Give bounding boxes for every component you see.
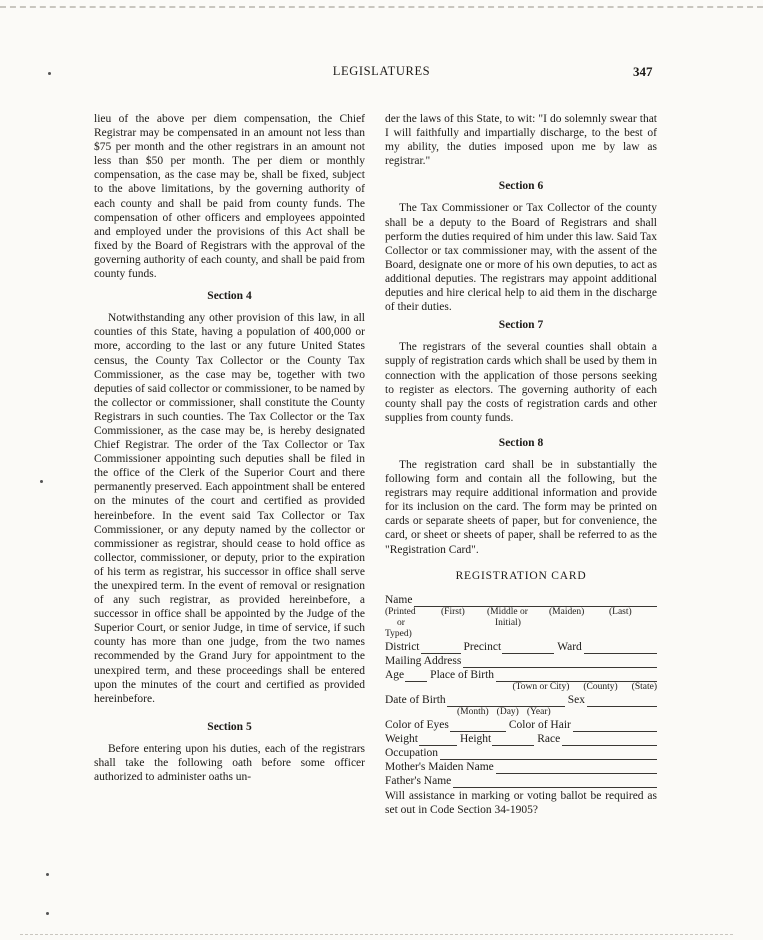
- field-line: [414, 596, 657, 607]
- field-line: [447, 696, 565, 707]
- form-row-occupation: [385, 746, 657, 760]
- field-line: [562, 735, 657, 746]
- form-sublabels: [385, 607, 657, 618]
- paragraph: lieu of the above per diem compensation, the Chief Registrar may be compensated in an amount not less than $75 per month and the other registrars in an amount not less than $50 per month. The per diem or monthly compensation, as the case may be, shall be fixed, subject to the above limitations, by the governing authority of each county and shall be paid from county funds. The compensation of other officers and employees appointed and employed under the provisions of this Act shall be fixed by the Board of Registrars with the approval of the governing authority of each county, and shall be paid from county funds.: [94, 113, 365, 281]
- form-row-mailing: [385, 654, 657, 668]
- section-heading: Section 8: [498, 436, 544, 449]
- running-head: LEGISLATURES: [332, 64, 431, 78]
- field-line: [450, 721, 506, 732]
- field-sublabel: Initial): [495, 617, 521, 628]
- field-line: [419, 735, 457, 746]
- scan-speck: [46, 912, 49, 915]
- form-sublabels: [385, 707, 657, 718]
- field-label: Place of Birth: [430, 668, 495, 681]
- form-row-father: [385, 774, 657, 788]
- form-sublabels: [385, 618, 657, 629]
- field-line: [584, 643, 657, 654]
- field-label: Precinct: [463, 640, 502, 653]
- registration-card-form: [385, 593, 657, 817]
- field-label: Name: [385, 593, 413, 606]
- form-row-district: [385, 640, 657, 654]
- field-label: Weight: [385, 732, 418, 745]
- bottom-scan-edge: [20, 934, 733, 935]
- field-sublabel: (Year): [526, 706, 551, 717]
- section-heading: Section 5: [207, 720, 252, 733]
- field-line: [573, 721, 657, 732]
- form-row-dob: [385, 693, 657, 707]
- field-line: [405, 671, 427, 682]
- form-row-mother: [385, 760, 657, 774]
- paragraph: The registration card shall be in substantially the following form and contain all the following, but the registrars may require additional information and provide for its inclusion on the card. The form may be printed on cards or separate sheets of paper, but for convenience, the card, or sheet or sheets of paper, shall be referred to as the "Registration Card".: [385, 458, 657, 556]
- field-line: [463, 657, 657, 668]
- registration-card-title: REGISTRATION CARD: [455, 569, 587, 582]
- scan-speck: [46, 873, 49, 876]
- left-column: [94, 112, 365, 784]
- field-label: Sex: [567, 693, 585, 706]
- field-sublabel: (Last): [609, 606, 632, 617]
- field-label: Age: [385, 668, 405, 681]
- field-sublabel: or: [397, 617, 405, 628]
- field-sublabel: (County): [583, 681, 618, 692]
- field-sublabel: (State): [631, 681, 657, 692]
- scan-speck: [40, 480, 43, 483]
- page-number: 347: [633, 64, 653, 79]
- field-line: [453, 777, 657, 788]
- field-line: [492, 735, 534, 746]
- field-label: Mother's Maiden Name: [385, 760, 494, 773]
- field-line: [440, 749, 657, 760]
- field-sublabel: Typed): [385, 628, 412, 639]
- field-sublabel: (Printed: [385, 606, 416, 617]
- section-heading: Section 7: [498, 319, 544, 332]
- paragraph: der the laws of this State, to wit: "I do solemnly swear that I will faithfully and impartially discharge, to the best of my ability, the duties imposed upon me by law as registrar.": [385, 113, 657, 168]
- field-label: Occupation: [385, 746, 439, 759]
- paragraph: Notwithstanding any other provision of this law, in all counties of this State, having a population of 400,000 or more, according to the last or any future United States census, the County Tax Collector or the County Tax Commissioner, as the case may be, together with two deputies of said collector or commissioner, to be named by the collector or commissioner, shall constitute the County Registrars in such counties. The Tax Collector or the Tax Commissioner, as the case may be, is hereby designated Chief Registrar. The order of the Tax Collector or Tax Commissioner appointing such deputies shall be filed in the office of the Clerk of the Superior Court and there permanently preserved. Each appointment shall be entered on the minutes of the court and certified as provided hereinbefore. In the event said Tax Collector or Tax Commissioner, or any deputy named by the collector or commissioner as registrar, should cease to hold office as collector, commissioner, or deputy, prior to the expiration of his term as registrar, his successor in office shall serve the unexpired term. In the event of removal or resignation of any such registrar, as provided hereinbefore, a successor in office shall be appointed by the Judge of the Superior Court, or senior Judge, in time of service, if such county has more than one judge, from the two names recommended by the Grand Jury for appointment to the unexpired term, and these proceedings shall be entered upon the minutes of the court and certified as provided hereinbefore.: [94, 312, 365, 705]
- field-label: District: [385, 640, 420, 653]
- section-heading: Section 6: [498, 180, 544, 193]
- field-line: [587, 696, 657, 707]
- form-row-weight: [385, 732, 657, 746]
- field-sublabel: (Middle or: [487, 606, 528, 617]
- form-sublabels: [385, 629, 657, 640]
- paragraph: Before entering upon his duties, each of the registrars shall take the following oath before some officer authorized to administer oaths un-: [94, 742, 365, 784]
- field-line: [502, 643, 554, 654]
- field-sublabel: (Town or City): [512, 681, 570, 692]
- field-sublabel: (First): [441, 606, 465, 617]
- field-line: [496, 763, 657, 774]
- form-row-age: [385, 668, 657, 682]
- section-heading: Section 4: [207, 290, 252, 303]
- paragraph: The registrars of the several counties shall obtain a supply of registration cards which shall be used by them in connection with the application of those persons seeking to register as electors. The governing authority of each county shall pay the costs of registration cards and other supplies from county funds.: [385, 341, 657, 424]
- field-label: Color of Hair: [508, 718, 571, 731]
- top-scan-edge: [0, 6, 763, 8]
- field-label: Date of Birth: [385, 693, 446, 706]
- field-label: Mailing Address: [385, 654, 462, 667]
- field-sublabel: (Maiden): [549, 606, 585, 617]
- field-label: Color of Eyes: [385, 718, 449, 731]
- page-header: [0, 64, 763, 82]
- field-line: [496, 671, 657, 682]
- field-sublabel: (Day): [496, 706, 519, 717]
- right-column: [385, 112, 657, 817]
- form-row-eyes: [385, 718, 657, 732]
- field-label: Ward: [557, 640, 582, 653]
- form-question-assistance: Will assistance in marking or voting ballot be required as set out in Code Section 34-1905?: [385, 789, 657, 816]
- field-label: Race: [537, 732, 561, 745]
- form-row-name: [385, 593, 657, 607]
- field-line: [421, 643, 461, 654]
- field-label: Height: [459, 732, 492, 745]
- form-sublabels: [385, 682, 657, 693]
- field-label: Father's Name: [385, 774, 452, 787]
- paragraph: The Tax Commissioner or Tax Collector of the county shall be a deputy to the Board of Registrars and shall perform the duties required of him under this law. Said Tax Collector or tax commissioner may, with the assent of the Board, designate one or more of his own deputies, to act as additional deputies. The registrars may appoint additional deputies and hire clerical help to aid them in the discharge of their duties.: [385, 202, 657, 314]
- field-sublabel: (Month): [457, 706, 489, 717]
